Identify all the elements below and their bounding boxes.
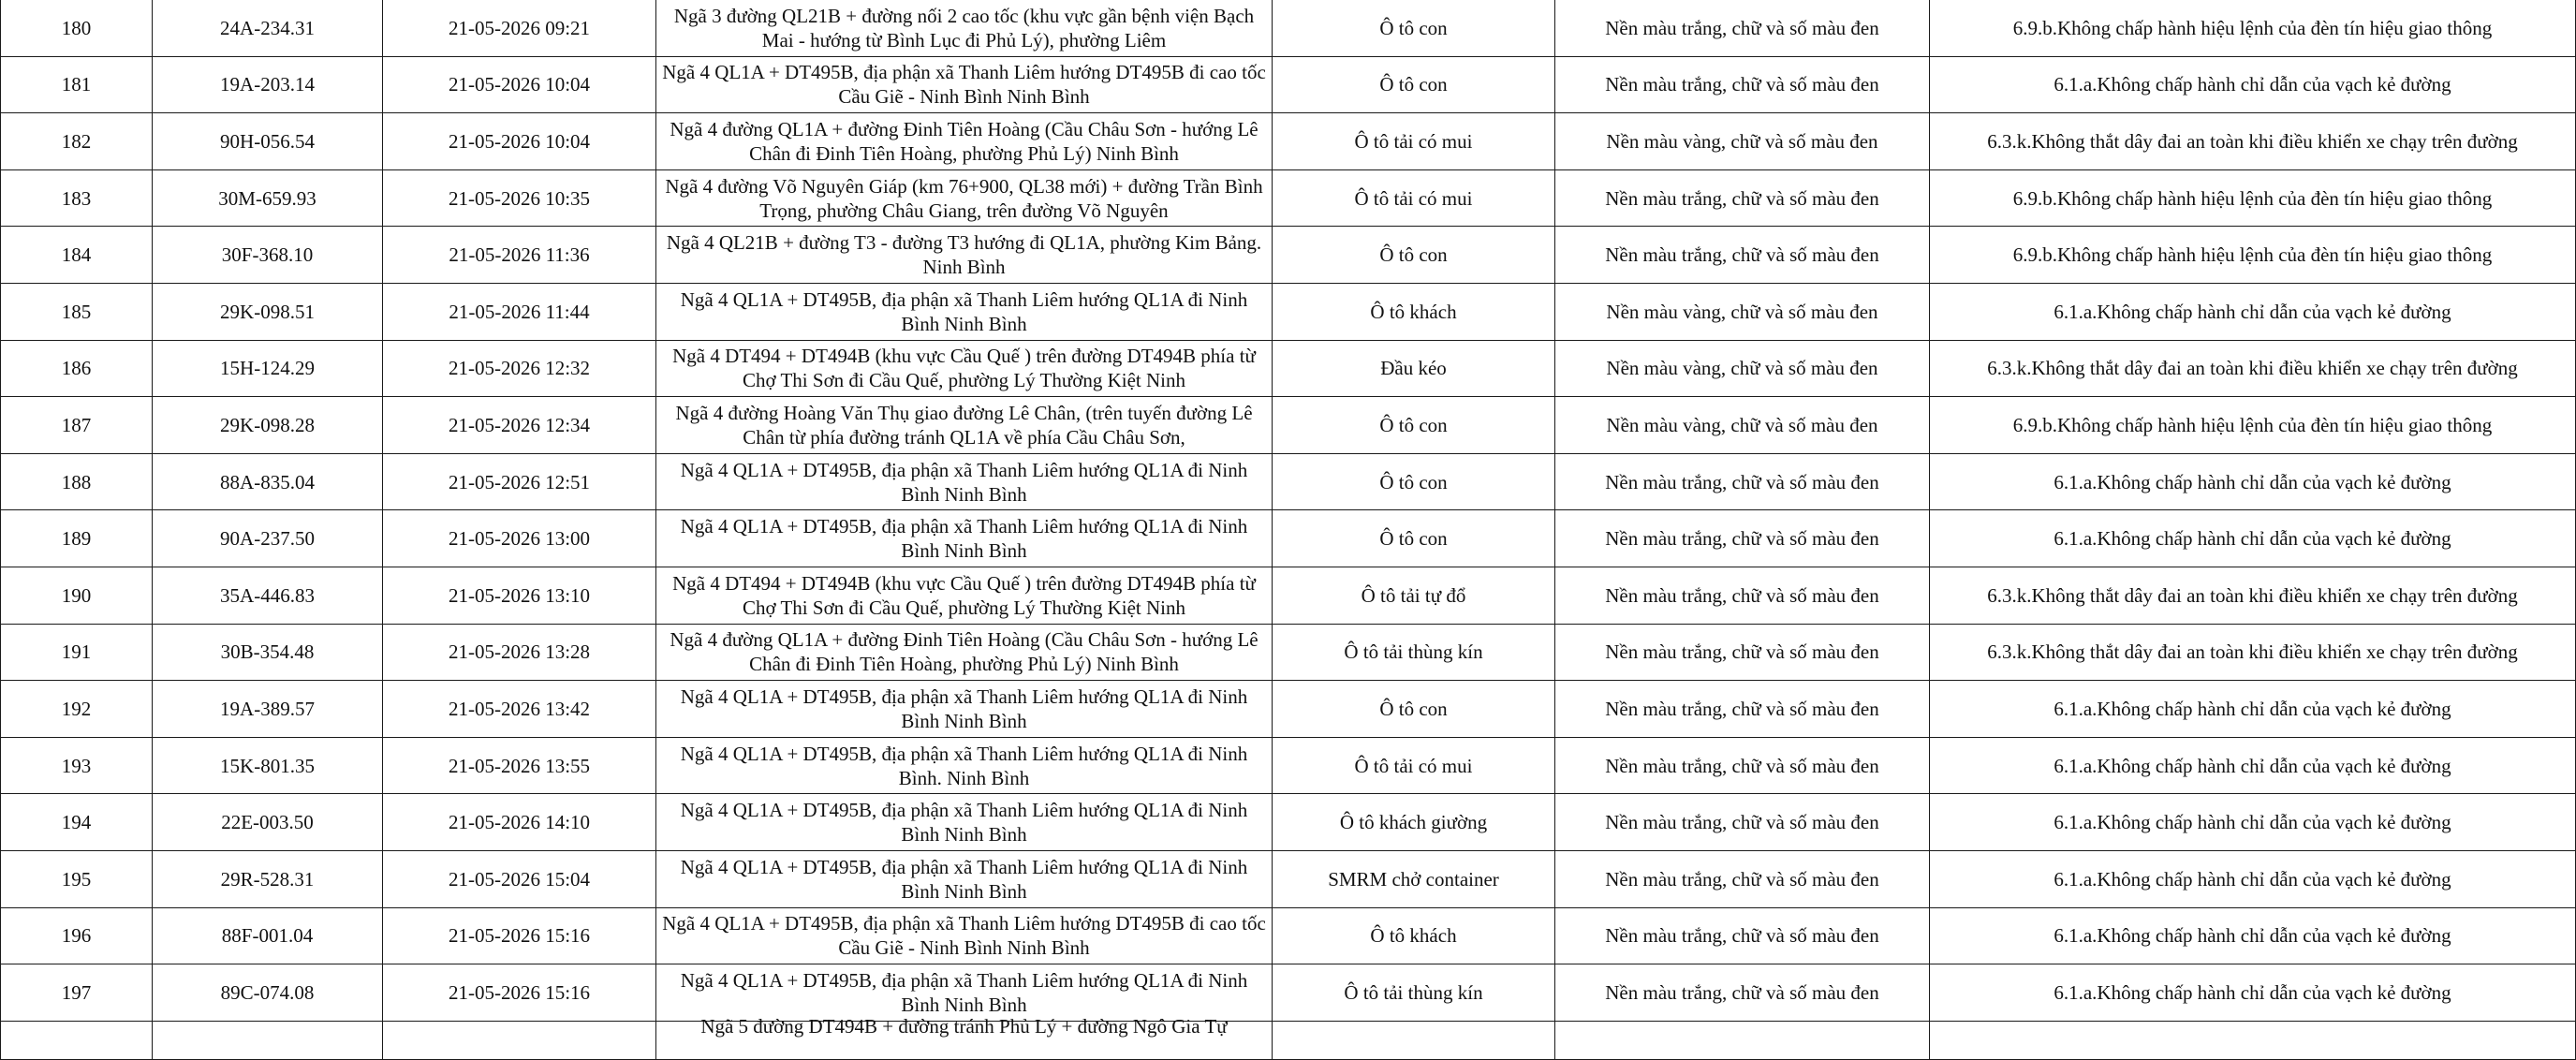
- plate-color-cell: Nền màu trắng, chữ và số màu đen: [1555, 907, 1930, 964]
- plate-color-cell: Nền màu vàng, chữ và số màu đen: [1555, 113, 1930, 170]
- plate-cell: 30F-368.10: [153, 227, 383, 284]
- stt-cell: 190: [1, 567, 153, 624]
- stt-cell: 188: [1, 453, 153, 510]
- plate-cell: 29R-528.31: [153, 850, 383, 907]
- location-cell: [656, 0, 1273, 56]
- time-cell: 21-05-2026 11:44: [383, 283, 656, 340]
- time-cell: 21-05-2026 12:51: [383, 453, 656, 510]
- violation-cell: 6.1.a.Không chấp hành chỉ dẫn của vạch kẻ đường: [1930, 510, 2576, 567]
- plate-cell: 30M-659.93: [153, 169, 383, 227]
- location-text: Ngã 4 QL1A + DT495B, địa phận xã Thanh Liêm hướng QL1A đi Ninh Bình Ninh Bình: [680, 855, 1248, 903]
- vehicle-type-cell: Ô tô khách giường: [1273, 794, 1555, 851]
- location-text: Ngã 4 QL1A + DT495B, địa phận xã Thanh Liêm hướng QL1A đi Ninh Bình. Ninh Bình: [680, 742, 1248, 789]
- violation-cell: 6.1.a.Không chấp hành chỉ dẫn của vạch kẻ đường: [1930, 794, 2576, 851]
- time-cell: 21-05-2026 12:32: [383, 340, 656, 397]
- location-text: Ngã 4 đường Hoàng Văn Thụ giao đường Lê Chân, (trên tuyến đường Lê Chân từ phía đường tránh QL1A về phía Cầu Châu Sơn,: [675, 401, 1253, 449]
- table-row: [1, 850, 2576, 907]
- stt-cell: 184: [1, 227, 153, 284]
- stt-cell: 182: [1, 113, 153, 170]
- location-text: Ngã 4 QL1A + DT495B, địa phận xã Thanh Liêm hướng QL1A đi Ninh Bình Ninh Bình: [680, 458, 1248, 506]
- stt-cell: 192: [1, 681, 153, 738]
- violation-cell: 6.1.a.Không chấp hành chỉ dẫn của vạch kẻ đường: [1930, 964, 2576, 1022]
- vehicle-type-cell: Ô tô con: [1273, 227, 1555, 284]
- table-row: [1, 794, 2576, 851]
- table-row: [1, 567, 2576, 624]
- stt-cell: 181: [1, 56, 153, 113]
- table-row: [1, 624, 2576, 681]
- time-cell: [383, 1021, 656, 1059]
- plate-color-cell: Nền màu trắng, chữ và số màu đen: [1555, 567, 1930, 624]
- plate-color-cell: Nền màu trắng, chữ và số màu đen: [1555, 0, 1930, 56]
- vehicle-type-cell: [1273, 1021, 1555, 1059]
- plate-color-cell: Nền màu trắng, chữ và số màu đen: [1555, 453, 1930, 510]
- plate-cell: 29K-098.51: [153, 283, 383, 340]
- stt-cell: 191: [1, 624, 153, 681]
- location-text: Ngã 4 QL21B + đường T3 - đường T3 hướng đi QL1A, phường Kim Bảng. Ninh Bình: [666, 231, 1262, 279]
- plate-cell: 90H-056.54: [153, 113, 383, 170]
- stt-cell: 193: [1, 737, 153, 794]
- violation-cell: 6.1.a.Không chấp hành chỉ dẫn của vạch kẻ đường: [1930, 850, 2576, 907]
- time-cell: 21-05-2026 13:10: [383, 567, 656, 624]
- violation-cell: 6.1.a.Không chấp hành chỉ dẫn của vạch kẻ đường: [1930, 56, 2576, 113]
- stt-cell: 194: [1, 794, 153, 851]
- plate-color-cell: Nền màu vàng, chữ và số màu đen: [1555, 340, 1930, 397]
- time-cell: 21-05-2026 15:16: [383, 964, 656, 1022]
- vehicle-type-cell: Ô tô con: [1273, 56, 1555, 113]
- violation-cell: 6.1.a.Không chấp hành chỉ dẫn của vạch kẻ đường: [1930, 907, 2576, 964]
- plate-color-cell: [1555, 1021, 1930, 1059]
- stt-cell: 185: [1, 283, 153, 340]
- table-row: [1, 737, 2576, 794]
- plate-color-cell: Nền màu trắng, chữ và số màu đen: [1555, 794, 1930, 851]
- time-cell: 21-05-2026 13:28: [383, 624, 656, 681]
- violation-cell: 6.1.a.Không chấp hành chỉ dẫn của vạch kẻ đường: [1930, 453, 2576, 510]
- stt-cell: 183: [1, 169, 153, 227]
- location-cell: [656, 964, 1273, 1022]
- location-cell: [656, 567, 1273, 624]
- table-row: [1, 964, 2576, 1022]
- plate-color-cell: Nền màu trắng, chữ và số màu đen: [1555, 227, 1930, 284]
- table-row: [1, 0, 2576, 56]
- plate-cell: 15K-801.35: [153, 737, 383, 794]
- location-cell: [656, 113, 1273, 170]
- location-text: Ngã 4 QL1A + DT495B, địa phận xã Thanh Liêm hướng QL1A đi Ninh Bình Ninh Bình: [680, 968, 1248, 1016]
- violation-cell: 6.9.b.Không chấp hành hiệu lệnh của đèn tín hiệu giao thông: [1930, 169, 2576, 227]
- vehicle-type-cell: Ô tô con: [1273, 397, 1555, 454]
- table-row: [1, 340, 2576, 397]
- stt-cell: 180: [1, 0, 153, 56]
- location-text: Ngã 4 QL1A + DT495B, địa phận xã Thanh Liêm hướng QL1A đi Ninh Bình Ninh Bình: [680, 515, 1248, 563]
- plate-color-cell: Nền màu trắng, chữ và số màu đen: [1555, 850, 1930, 907]
- table-row: [1, 283, 2576, 340]
- plate-cell: 88F-001.04: [153, 907, 383, 964]
- violation-cell: [1930, 1021, 2576, 1059]
- location-text: Ngã 4 DT494 + DT494B (khu vực Cầu Quế ) trên đường DT494B phía từ Chợ Thi Sơn đi Cầu Quế, phường Lý Thường Kiệt Ninh: [672, 571, 1256, 619]
- location-cell: [656, 56, 1273, 113]
- vehicle-type-cell: Ô tô con: [1273, 681, 1555, 738]
- plate-color-cell: Nền màu trắng, chữ và số màu đen: [1555, 169, 1930, 227]
- location-text: Ngã 4 QL1A + DT495B, địa phận xã Thanh Liêm hướng QL1A đi Ninh Bình Ninh Bình: [680, 685, 1248, 732]
- location-cell: [656, 340, 1273, 397]
- plate-cell: 35A-446.83: [153, 567, 383, 624]
- plate-color-cell: Nền màu trắng, chữ và số màu đen: [1555, 964, 1930, 1022]
- plate-cell: 19A-203.14: [153, 56, 383, 113]
- vehicle-type-cell: Ô tô con: [1273, 0, 1555, 56]
- vehicle-type-cell: Ô tô tải thùng kín: [1273, 624, 1555, 681]
- plate-color-cell: Nền màu trắng, chữ và số màu đen: [1555, 737, 1930, 794]
- location-cell: [656, 737, 1273, 794]
- vehicle-type-cell: SMRM chở container: [1273, 850, 1555, 907]
- time-cell: 21-05-2026 13:55: [383, 737, 656, 794]
- vehicle-type-cell: Ô tô tải có mui: [1273, 737, 1555, 794]
- table-row: [1, 907, 2576, 964]
- vehicle-type-cell: Ô tô khách: [1273, 907, 1555, 964]
- time-cell: 21-05-2026 09:21: [383, 0, 656, 56]
- plate-color-cell: Nền màu trắng, chữ và số màu đen: [1555, 510, 1930, 567]
- location-cell: [656, 227, 1273, 284]
- vehicle-type-cell: Ô tô con: [1273, 453, 1555, 510]
- time-cell: 21-05-2026 11:36: [383, 227, 656, 284]
- table-row: [1, 227, 2576, 284]
- violation-cell: 6.3.k.Không thắt dây đai an toàn khi điều khiển xe chạy trên đường: [1930, 567, 2576, 624]
- location-cell: [656, 850, 1273, 907]
- violation-cell: 6.1.a.Không chấp hành chỉ dẫn của vạch kẻ đường: [1930, 737, 2576, 794]
- location-text: Ngã 5 đường DT494B + đường tránh Phủ Lý + đường Ngô Gia Tự: [700, 1014, 1228, 1038]
- location-text: Ngã 4 QL1A + DT495B, địa phận xã Thanh Liêm hướng DT495B đi cao tốc Cầu Giẽ - Ninh Bình Ninh Bình: [662, 61, 1266, 109]
- location-cell: [656, 681, 1273, 738]
- violation-cell: 6.9.b.Không chấp hành hiệu lệnh của đèn tín hiệu giao thông: [1930, 227, 2576, 284]
- location-text: Ngã 4 QL1A + DT495B, địa phận xã Thanh Liêm hướng QL1A đi Ninh Bình Ninh Bình: [680, 799, 1248, 847]
- plate-cell: 19A-389.57: [153, 681, 383, 738]
- time-cell: 21-05-2026 10:35: [383, 169, 656, 227]
- violation-cell: 6.3.k.Không thắt dây đai an toàn khi điều khiển xe chạy trên đường: [1930, 340, 2576, 397]
- location-cell: [656, 283, 1273, 340]
- time-cell: 21-05-2026 10:04: [383, 56, 656, 113]
- table-row: [1, 1021, 2576, 1059]
- location-cell: [656, 794, 1273, 851]
- vehicle-type-cell: Ô tô con: [1273, 510, 1555, 567]
- violation-cell: 6.3.k.Không thắt dây đai an toàn khi điều khiển xe chạy trên đường: [1930, 624, 2576, 681]
- table-row: [1, 56, 2576, 113]
- location-text: Ngã 4 DT494 + DT494B (khu vực Cầu Quế ) trên đường DT494B phía từ Chợ Thi Sơn đi Cầu Quế, phường Lý Thường Kiệt Ninh: [672, 345, 1256, 392]
- stt-cell: 196: [1, 907, 153, 964]
- table-row: [1, 453, 2576, 510]
- plate-cell: 30B-354.48: [153, 624, 383, 681]
- time-cell: 21-05-2026 13:42: [383, 681, 656, 738]
- plate-color-cell: Nền màu trắng, chữ và số màu đen: [1555, 624, 1930, 681]
- stt-cell: 197: [1, 964, 153, 1022]
- vehicle-type-cell: Ô tô tải có mui: [1273, 113, 1555, 170]
- plate-color-cell: Nền màu vàng, chữ và số màu đen: [1555, 397, 1930, 454]
- time-cell: 21-05-2026 10:04: [383, 113, 656, 170]
- table-body: [1, 0, 2576, 1059]
- location-text: Ngã 4 QL1A + DT495B, địa phận xã Thanh Liêm hướng QL1A đi Ninh Bình Ninh Bình: [680, 287, 1248, 335]
- plate-cell: 22E-003.50: [153, 794, 383, 851]
- location-cell: [656, 907, 1273, 964]
- plate-cell: 88A-835.04: [153, 453, 383, 510]
- plate-cell: [153, 1021, 383, 1059]
- time-cell: 21-05-2026 13:00: [383, 510, 656, 567]
- time-cell: 21-05-2026 15:04: [383, 850, 656, 907]
- location-cell: [656, 397, 1273, 454]
- violation-cell: 6.9.b.Không chấp hành hiệu lệnh của đèn tín hiệu giao thông: [1930, 397, 2576, 454]
- vehicle-type-cell: Đầu kéo: [1273, 340, 1555, 397]
- location-cell: [656, 624, 1273, 681]
- violation-cell: 6.3.k.Không thắt dây đai an toàn khi điều khiển xe chạy trên đường: [1930, 113, 2576, 170]
- table-row: [1, 681, 2576, 738]
- table-row: [1, 397, 2576, 454]
- vehicle-type-cell: Ô tô khách: [1273, 283, 1555, 340]
- plate-color-cell: Nền màu trắng, chữ và số màu đen: [1555, 681, 1930, 738]
- stt-cell: 195: [1, 850, 153, 907]
- time-cell: 21-05-2026 14:10: [383, 794, 656, 851]
- vehicle-type-cell: Ô tô tải tự đổ: [1273, 567, 1555, 624]
- table-row: [1, 169, 2576, 227]
- violation-cell: 6.1.a.Không chấp hành chỉ dẫn của vạch kẻ đường: [1930, 283, 2576, 340]
- location-cell: [656, 453, 1273, 510]
- table-row: [1, 113, 2576, 170]
- location-cell: [656, 510, 1273, 567]
- location-text: Ngã 4 QL1A + DT495B, địa phận xã Thanh Liêm hướng DT495B đi cao tốc Cầu Giẽ - Ninh Bình Ninh Bình: [662, 912, 1266, 960]
- location-cell: [656, 169, 1273, 227]
- violation-cell: 6.1.a.Không chấp hành chỉ dẫn của vạch kẻ đường: [1930, 681, 2576, 738]
- location-text: Ngã 4 đường QL1A + đường Đinh Tiên Hoàng (Cầu Châu Sơn - hướng Lê Chân đi Đinh Tiên Hoàng, phường Phủ Lý) Ninh Bình: [670, 628, 1259, 676]
- plate-color-cell: Nền màu vàng, chữ và số màu đen: [1555, 283, 1930, 340]
- stt-cell: 189: [1, 510, 153, 567]
- plate-color-cell: Nền màu trắng, chữ và số màu đen: [1555, 56, 1930, 113]
- plate-cell: 89C-074.08: [153, 964, 383, 1022]
- vehicle-type-cell: Ô tô tải thùng kín: [1273, 964, 1555, 1022]
- plate-cell: 24A-234.31: [153, 0, 383, 56]
- location-text: Ngã 4 đường QL1A + đường Đinh Tiên Hoàng (Cầu Châu Sơn - hướng Lê Chân đi Đinh Tiên Hoàng, phường Phủ Lý) Ninh Bình: [670, 117, 1259, 165]
- table-row: [1, 510, 2576, 567]
- plate-cell: 15H-124.29: [153, 340, 383, 397]
- plate-cell: 29K-098.28: [153, 397, 383, 454]
- stt-cell: 187: [1, 397, 153, 454]
- location-text: Ngã 4 đường Võ Nguyên Giáp (km 76+900, QL38 mới) + đường Trần Bình Trọng, phường Châu Giang, trên đường Võ Nguyên: [665, 174, 1263, 222]
- time-cell: 21-05-2026 15:16: [383, 907, 656, 964]
- vehicle-type-cell: Ô tô tải có mui: [1273, 169, 1555, 227]
- time-cell: 21-05-2026 12:34: [383, 397, 656, 454]
- stt-cell: 186: [1, 340, 153, 397]
- plate-cell: 90A-237.50: [153, 510, 383, 567]
- location-cell: [656, 1014, 1273, 1059]
- violation-cell: 6.9.b.Không chấp hành hiệu lệnh của đèn tín hiệu giao thông: [1930, 0, 2576, 56]
- stt-cell: [1, 1021, 153, 1059]
- location-text: Ngã 3 đường QL21B + đường nối 2 cao tốc (khu vực gần bệnh viện Bạch Mai - hướng từ Bình Lục đi Phủ Lý), phường Liêm: [673, 4, 1255, 52]
